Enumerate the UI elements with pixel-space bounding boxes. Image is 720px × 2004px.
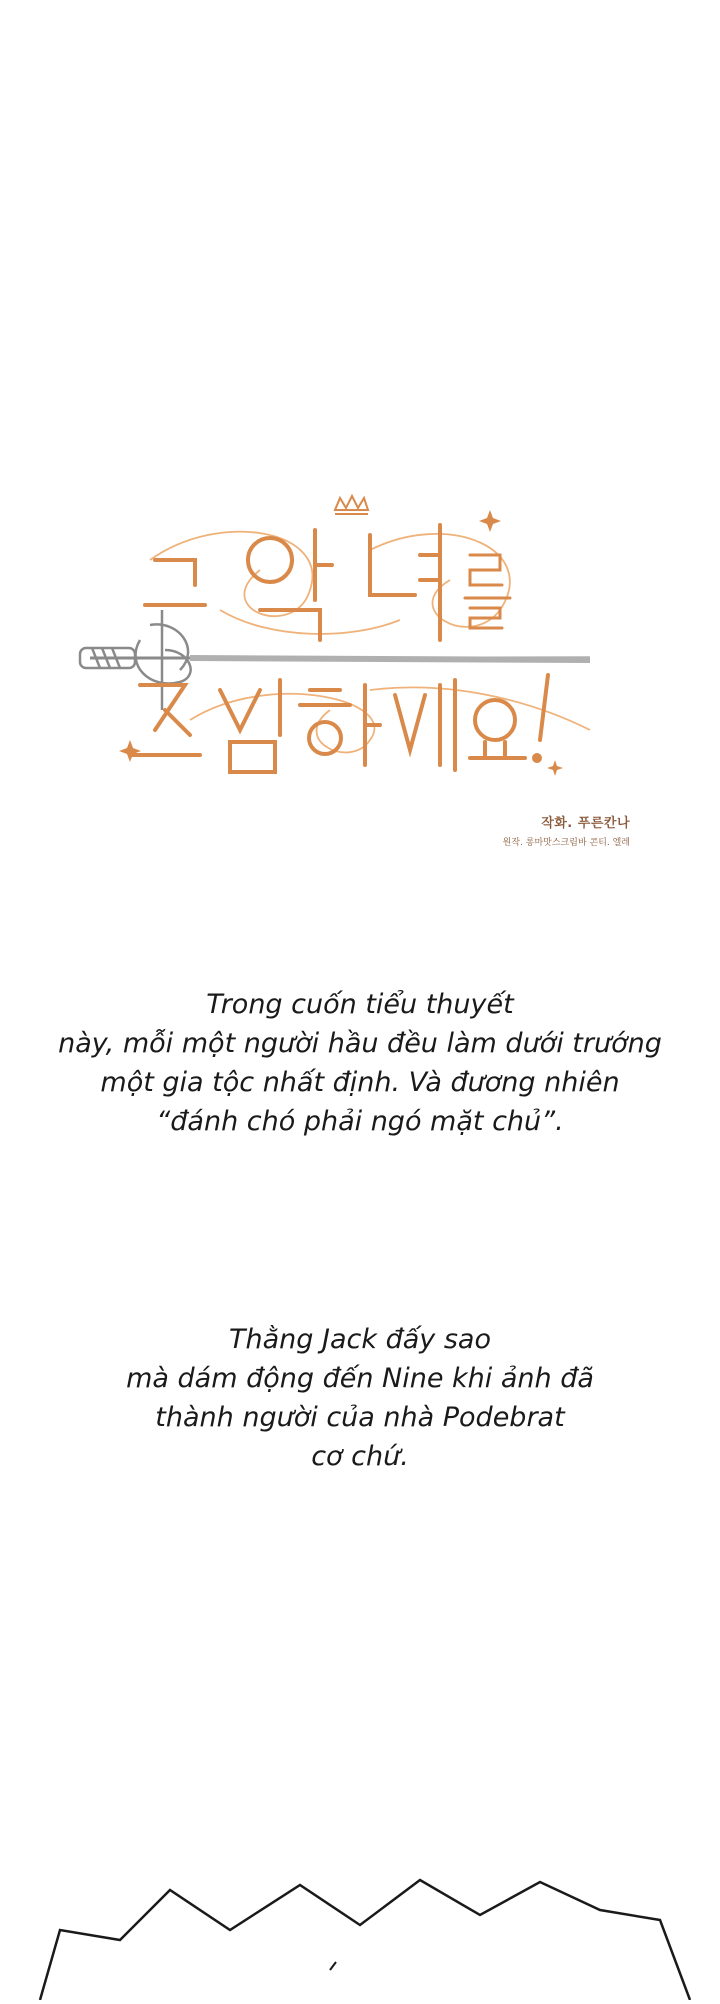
narration-line: cơ chứ. <box>311 1441 409 1472</box>
narration-line: này, mỗi một người hầu đều làm dưới trướng <box>58 1028 662 1059</box>
narration-line: Thằng Jack đấy sao <box>229 1324 491 1355</box>
narration-line: thành người của nhà Podebrat <box>155 1402 565 1433</box>
narration-line: Trong cuốn tiểu thuyết <box>206 989 514 1020</box>
credit-original: 원작. 롱마맛스크림바 콘티. 엘레 <box>502 838 630 848</box>
narration-box-1 <box>0 985 720 1141</box>
narration-line: “đánh chó phải ngó mặt chủ”. <box>156 1106 564 1137</box>
speech-bubble <box>0 1870 720 2000</box>
title-lettering <box>130 525 548 772</box>
sword-icon <box>80 610 590 710</box>
title-logo-graphic <box>70 490 630 850</box>
narration-line: mà dám động đến Nine khi ảnh đã <box>126 1363 594 1394</box>
crown-icon <box>335 496 368 514</box>
title-logo <box>70 490 630 850</box>
narration-box-2 <box>0 1320 720 1476</box>
speech-bubble-outline <box>0 1870 720 2000</box>
credit-artist: 작화. 푸른칸나 <box>541 816 630 831</box>
narration-line: một gia tộc nhất định. Và đương nhiên <box>100 1067 620 1098</box>
credits <box>503 812 630 848</box>
